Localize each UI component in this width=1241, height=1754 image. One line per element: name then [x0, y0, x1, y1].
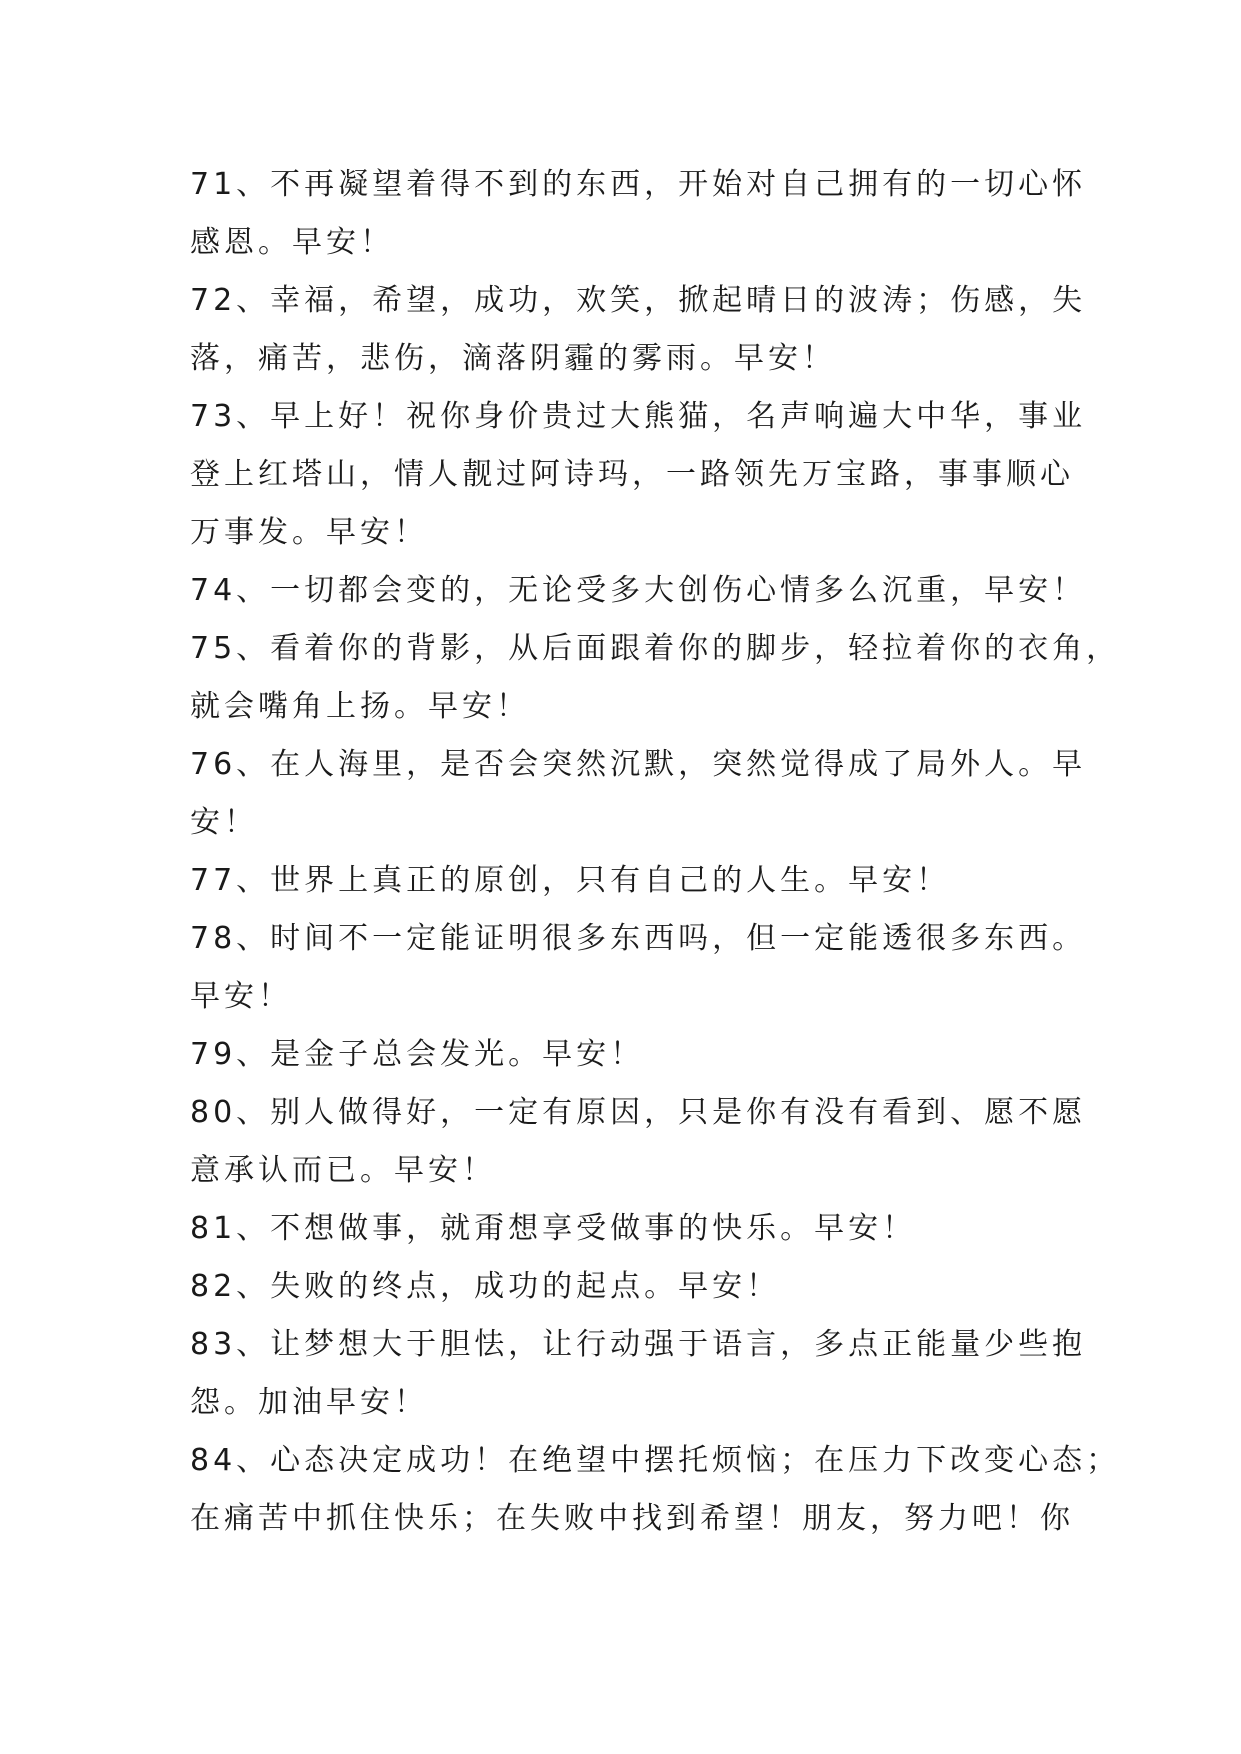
text-line: 82、失败的终点，成功的起点。早安！: [190, 1269, 781, 1304]
text-line: 81、不想做事，就甭想享受做事的快乐。早安！: [190, 1211, 917, 1246]
text-line: 75、看着你的背影，从后面跟着你的脚步，轻拉着你的衣角，: [190, 631, 1121, 666]
text-line: 早安！: [190, 979, 292, 1014]
text-line: 感恩。早安！: [190, 225, 394, 260]
text-line: 登上红塔山，情人靓过阿诗玛，一路领先万宝路，事事顺心: [190, 457, 1074, 492]
text-line: 73、早上好！祝你身价贵过大熊猫，名声响遍大中华，事业: [190, 399, 1087, 434]
text-line: 78、时间不一定能证明很多东西吗，但一定能透很多东西。: [190, 921, 1087, 956]
text-line: 就会嘴角上扬。早安！: [190, 689, 530, 724]
text-line: 71、不再凝望着得不到的东西，开始对自己拥有的一切心怀: [190, 167, 1087, 202]
text-line: 74、一切都会变的，无论受多大创伤心情多么沉重，早安！: [190, 573, 1087, 608]
text-line: 83、让梦想大于胆怯，让行动强于语言，多点正能量少些抱: [190, 1327, 1087, 1362]
document-body: [190, 156, 1121, 1548]
text-line: 意承认而已。早安！: [190, 1153, 496, 1188]
text-line: 79、是金子总会发光。早安！: [190, 1037, 645, 1072]
text-line: 80、别人做得好，一定有原因，只是你有没有看到、愿不愿: [190, 1095, 1087, 1130]
text-line: 72、幸福，希望，成功，欢笑，掀起晴日的波涛；伤感，失: [190, 283, 1087, 318]
text-line: 安！: [190, 805, 258, 840]
text-line: 在痛苦中抓住快乐；在失败中找到希望！朋友，努力吧！你: [190, 1501, 1074, 1536]
text-line: 落，痛苦，悲伤，滴落阴霾的雾雨。早安！: [190, 341, 836, 376]
text-line: 万事发。早安！: [190, 515, 428, 550]
text-line: 怨。加油早安！: [190, 1385, 428, 1420]
text-line: 84、心态决定成功！在绝望中摆托烦恼；在压力下改变心态；: [190, 1443, 1121, 1478]
text-line: 77、世界上真正的原创，只有自己的人生。早安！: [190, 863, 951, 898]
text-line: 76、在人海里，是否会突然沉默，突然觉得成了局外人。早: [190, 747, 1087, 782]
